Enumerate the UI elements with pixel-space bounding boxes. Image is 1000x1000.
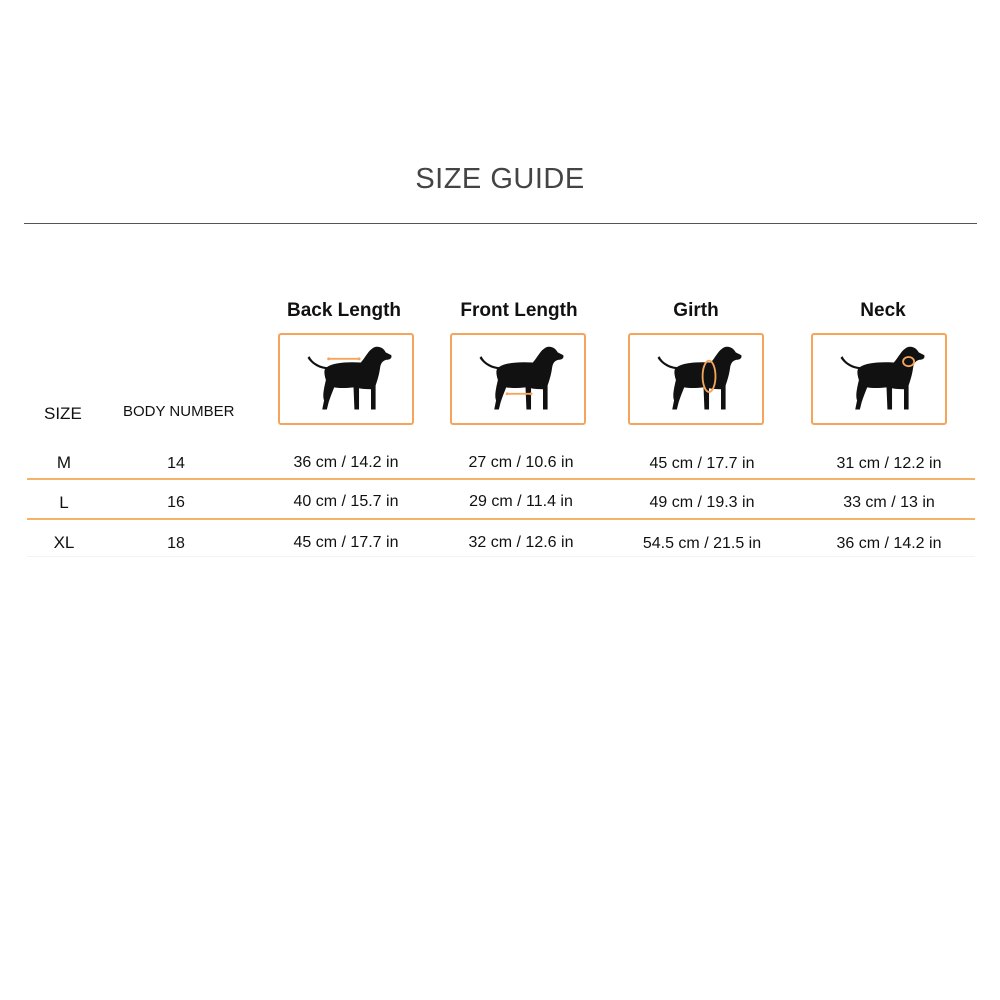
- row-divider: [27, 478, 975, 480]
- body-number-cell: 14: [167, 455, 185, 472]
- back-length-cell: 36 cm / 14.2 in: [293, 454, 399, 471]
- body-number-cell: 16: [167, 494, 185, 511]
- neck-cell: 33 cm / 13 in: [843, 494, 935, 511]
- front-length-cell: 27 cm / 10.6 in: [468, 454, 574, 471]
- size-header: SIZE: [44, 404, 82, 423]
- girth-figure: [628, 333, 764, 425]
- back-length-cell: 45 cm / 17.7 in: [293, 534, 399, 551]
- front-length-figure: [450, 333, 586, 425]
- header-neck: Neck: [860, 300, 906, 321]
- front-length-cell: 32 cm / 12.6 in: [468, 534, 574, 551]
- neck-figure: [811, 333, 947, 425]
- front-length-cell: 29 cm / 11.4 in: [469, 493, 573, 510]
- size-cell: XL: [53, 533, 75, 552]
- dog-neck-icon: [835, 343, 927, 417]
- header-front-length: Front Length: [460, 300, 578, 321]
- back-length-cell: 40 cm / 15.7 in: [293, 493, 399, 510]
- header-girth: Girth: [673, 300, 719, 321]
- table-bottom-line: [27, 556, 975, 557]
- row-divider: [27, 518, 975, 520]
- back-length-figure: [278, 333, 414, 425]
- girth-cell: 54.5 cm / 21.5 in: [642, 535, 762, 552]
- dog-back-length-icon: [302, 343, 394, 417]
- title-divider: [24, 223, 977, 224]
- body-number-header: BODY NUMBER: [123, 403, 235, 420]
- girth-cell: 49 cm / 19.3 in: [649, 494, 755, 511]
- dog-front-length-icon: [474, 343, 566, 417]
- body-number-cell: 18: [167, 535, 185, 552]
- dog-girth-icon: [652, 343, 744, 417]
- header-back-length: Back Length: [286, 300, 402, 321]
- page-title: SIZE GUIDE: [415, 163, 585, 195]
- neck-cell: 36 cm / 14.2 in: [836, 535, 942, 552]
- neck-cell: 31 cm / 12.2 in: [836, 455, 942, 472]
- girth-cell: 45 cm / 17.7 in: [649, 455, 755, 472]
- size-cell: M: [56, 453, 72, 472]
- size-cell: L: [59, 493, 69, 512]
